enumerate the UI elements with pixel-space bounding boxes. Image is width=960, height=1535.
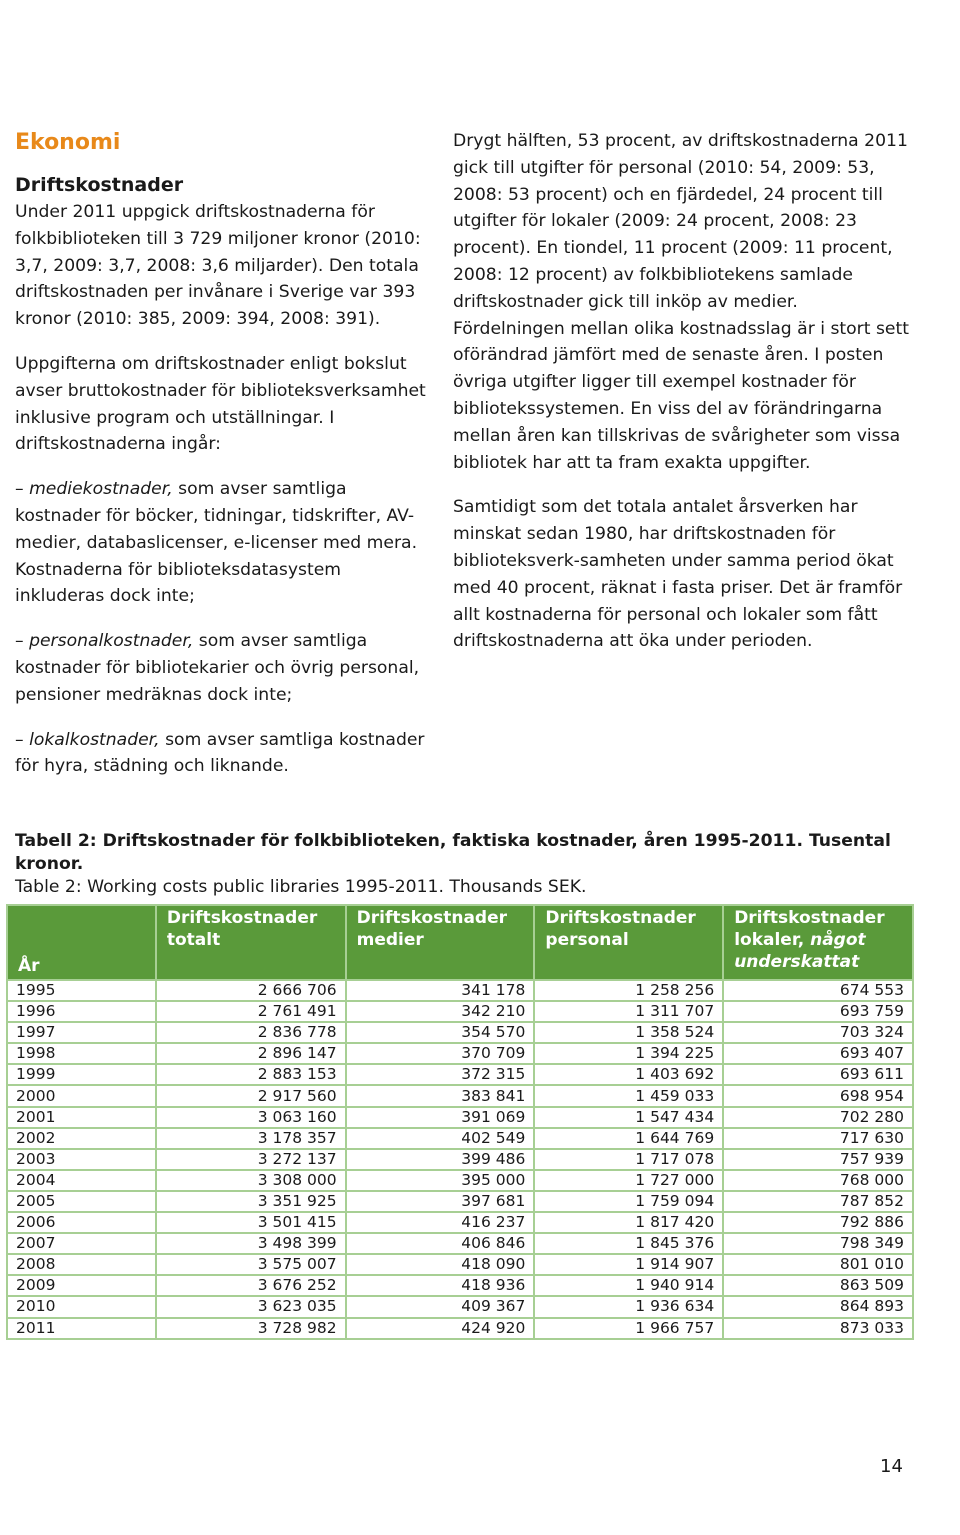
cost-item-term: mediekostnader,: [29, 479, 173, 500]
cell-total: 3 063 160: [156, 1107, 346, 1128]
cell-media: 342 210: [346, 1001, 535, 1022]
cell-media: 370 709: [346, 1043, 535, 1064]
cell-media: 391 069: [346, 1107, 535, 1128]
costs-table: [6, 904, 914, 1340]
cell-year: 2008: [7, 1254, 156, 1275]
header-year: År: [7, 905, 156, 980]
cell-premises: 693 407: [723, 1043, 913, 1064]
table-body: [7, 980, 913, 1339]
cell-premises: 717 630: [723, 1128, 913, 1149]
cell-premises: 702 280: [723, 1107, 913, 1128]
table-caption: [15, 830, 915, 899]
cell-total: 2 883 153: [156, 1064, 346, 1085]
cell-personnel: 1 311 707: [534, 1001, 723, 1022]
cell-total: 2 896 147: [156, 1043, 346, 1064]
cell-total: 3 623 035: [156, 1296, 346, 1317]
cell-personnel: 1 358 524: [534, 1022, 723, 1043]
table-row: [7, 980, 913, 1001]
cell-year: 1997: [7, 1022, 156, 1043]
table-row: [7, 1212, 913, 1233]
table-row: [7, 1022, 913, 1043]
cost-item-term: lokalkostnader,: [29, 729, 160, 750]
table-row: [7, 1233, 913, 1254]
cell-premises: 801 010: [723, 1254, 913, 1275]
cell-media: 395 000: [346, 1170, 535, 1191]
cell-premises: 798 349: [723, 1233, 913, 1254]
left-paragraph-1: Under 2011 uppgick driftskostnaderna för folkbiblioteken till 3 729 miljoner kronor (2010: 3,7, 2009: 3,7, 2008: 3,6 miljarder). Den totala driftskostnaden per invånare i Sverige var 393 kronor (2010: 385, 2009: 394, 2008: 391).: [15, 202, 421, 330]
cell-personnel: 1 644 769: [534, 1128, 723, 1149]
cell-personnel: 1 727 000: [534, 1170, 723, 1191]
cell-personnel: 1 936 634: [534, 1296, 723, 1317]
cell-media: 406 846: [346, 1233, 535, 1254]
cell-premises: 674 553: [723, 980, 913, 1001]
cell-year: 2000: [7, 1085, 156, 1106]
table-row: [7, 1128, 913, 1149]
cell-total: 2 761 491: [156, 1001, 346, 1022]
cell-personnel: 1 845 376: [534, 1233, 723, 1254]
cell-personnel: 1 403 692: [534, 1064, 723, 1085]
cell-total: 3 178 357: [156, 1128, 346, 1149]
cell-media: 399 486: [346, 1149, 535, 1170]
table-row: [7, 1318, 913, 1339]
cell-premises: 792 886: [723, 1212, 913, 1233]
cell-year: 2011: [7, 1318, 156, 1339]
cell-premises: 757 939: [723, 1149, 913, 1170]
table-row: [7, 1170, 913, 1191]
cell-personnel: 1 759 094: [534, 1191, 723, 1212]
cell-premises: 873 033: [723, 1318, 913, 1339]
cell-media: 372 315: [346, 1064, 535, 1085]
cell-premises: 703 324: [723, 1022, 913, 1043]
cell-total: 3 272 137: [156, 1149, 346, 1170]
cell-media: 424 920: [346, 1318, 535, 1339]
header-total: Driftskostnader totalt: [156, 905, 346, 980]
cell-media: 418 090: [346, 1254, 535, 1275]
cell-total: 2 836 778: [156, 1022, 346, 1043]
cell-total: 2 666 706: [156, 980, 346, 1001]
cell-personnel: 1 258 256: [534, 980, 723, 1001]
cost-item-premises: – lokalkostnader, som avser samtliga kostnader för hyra, städning och liknande.: [15, 729, 425, 777]
cell-year: 2010: [7, 1296, 156, 1317]
cell-year: 1998: [7, 1043, 156, 1064]
right-column: [453, 128, 913, 655]
cell-total: 3 351 925: [156, 1191, 346, 1212]
cell-premises: 768 000: [723, 1170, 913, 1191]
cell-media: 409 367: [346, 1296, 535, 1317]
cell-total: 3 676 252: [156, 1275, 346, 1296]
cost-item-term: personalkostnader,: [29, 631, 194, 652]
table-row: [7, 1107, 913, 1128]
cell-year: 2006: [7, 1212, 156, 1233]
cell-premises: 787 852: [723, 1191, 913, 1212]
header-premises-note: något underskattat: [734, 930, 866, 972]
cell-year: 2005: [7, 1191, 156, 1212]
cell-year: 2001: [7, 1107, 156, 1128]
cell-premises: 863 509: [723, 1275, 913, 1296]
cost-item-media: – mediekostnader, som avser samtliga kostnader för böcker, tidningar, tidskrifter, AV-medier, databaslicenser, e-licenser med mera. Kostnaderna för biblioteksdatasystem inkluderas dock inte;: [15, 479, 418, 607]
cell-year: 2004: [7, 1170, 156, 1191]
cell-total: 3 498 399: [156, 1233, 346, 1254]
right-paragraph-1: Drygt hälften, 53 procent, av driftskostnaderna 2011 gick till utgifter för personal (2010: 54, 2009: 53, 2008: 53 procent) och en fjärdedel, 24 procent till utgifter för lokaler (2009: 24 procent, 2008: 23 procent). En tiondel, 11 procent (2009: 11 procent, 2008: 12 procent) av folkbibliotekens samlade driftskostnader gick till inköp av medier. Fördelningen mellan olika kostnadsslag är i stort sett oförändrad jämfört med de senaste åren. I posten övriga utgifter ligger till exempel kostnader för bibliotekssystemen. En viss del av förändringarna mellan åren kan tillskrivas de svårigheter som vissa bibliotek har att ta fram exakta uppgifter.: [453, 131, 909, 473]
table-row: [7, 1191, 913, 1212]
table-row: [7, 1275, 913, 1296]
cell-media: 341 178: [346, 980, 535, 1001]
header-premises: Driftskostnader lokaler, något underskattat: [723, 905, 913, 980]
cell-year: 1996: [7, 1001, 156, 1022]
cell-media: 416 237: [346, 1212, 535, 1233]
cell-premises: 693 759: [723, 1001, 913, 1022]
cell-media: 418 936: [346, 1275, 535, 1296]
cell-media: 402 549: [346, 1128, 535, 1149]
table-row: [7, 1043, 913, 1064]
header-personnel: Driftskostnader personal: [534, 905, 723, 980]
cell-media: 397 681: [346, 1191, 535, 1212]
cell-total: 3 728 982: [156, 1318, 346, 1339]
cell-personnel: 1 940 914: [534, 1275, 723, 1296]
section-title: Ekonomi: [15, 130, 121, 155]
cell-year: 1995: [7, 980, 156, 1001]
cell-year: 1999: [7, 1064, 156, 1085]
subsection-title: Driftskostnader: [15, 174, 184, 196]
table-row: [7, 1149, 913, 1170]
table-row: [7, 1296, 913, 1317]
cell-personnel: 1 394 225: [534, 1043, 723, 1064]
cell-year: 2007: [7, 1233, 156, 1254]
table-row: [7, 1001, 913, 1022]
cell-year: 2003: [7, 1149, 156, 1170]
cost-item-personnel: – personalkostnader, som avser samtliga kostnader för bibliotekarier och övrig personal, pensioner medräknas dock inte;: [15, 631, 420, 705]
cell-total: 3 308 000: [156, 1170, 346, 1191]
table-caption-english: Table 2: Working costs public libraries 1995-2011. Thousands SEK.: [15, 877, 587, 897]
page-number: 14: [880, 1456, 903, 1477]
cell-personnel: 1 547 434: [534, 1107, 723, 1128]
cell-premises: 693 611: [723, 1064, 913, 1085]
cell-total: 3 501 415: [156, 1212, 346, 1233]
right-paragraph-2: Samtidigt som det totala antalet årsverken har minskat sedan 1980, har driftskostnaden för biblioteksverk-samheten under samma period ökat med 40 procent, räknat i fasta priser. Det är framför allt kostnaderna för personal och lokaler som fått driftskostnaderna att öka under perioden.: [453, 497, 903, 652]
table-row: [7, 1064, 913, 1085]
cell-premises: 698 954: [723, 1085, 913, 1106]
cell-media: 383 841: [346, 1085, 535, 1106]
header-media: Driftskostnader medier: [346, 905, 535, 980]
cell-total: 3 575 007: [156, 1254, 346, 1275]
cell-personnel: 1 459 033: [534, 1085, 723, 1106]
cell-personnel: 1 717 078: [534, 1149, 723, 1170]
cell-media: 354 570: [346, 1022, 535, 1043]
table-caption-swedish: Tabell 2: Driftskostnader för folkbiblioteken, faktiska kostnader, åren 1995-2011. Tusental kronor.: [15, 831, 891, 874]
cell-premises: 864 893: [723, 1296, 913, 1317]
left-column: [15, 128, 430, 780]
cell-personnel: 1 817 420: [534, 1212, 723, 1233]
cell-year: 2009: [7, 1275, 156, 1296]
cell-total: 2 917 560: [156, 1085, 346, 1106]
left-paragraph-2: Uppgifterna om driftskostnader enligt bokslut avser bruttokostnader för biblioteksverksamhet inklusive program och utställningar. I driftskostnaderna ingår:: [15, 353, 426, 455]
cell-personnel: 1 914 907: [534, 1254, 723, 1275]
table-row: [7, 1254, 913, 1275]
cell-year: 2002: [7, 1128, 156, 1149]
cell-personnel: 1 966 757: [534, 1318, 723, 1339]
table-header-row: [7, 905, 913, 980]
table-row: [7, 1085, 913, 1106]
